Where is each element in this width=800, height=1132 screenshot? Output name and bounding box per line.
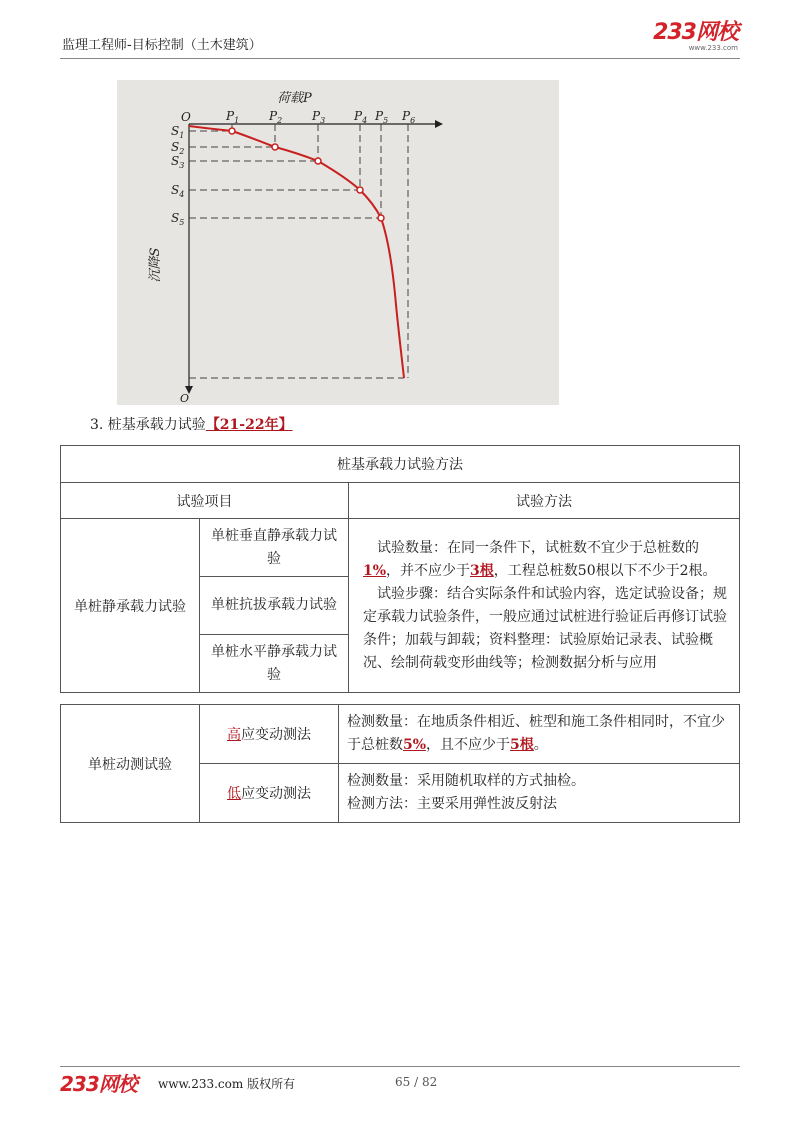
settlement-label-s1: $S_1$ (171, 124, 185, 140)
load-label-p5: $P_5$ (375, 109, 389, 125)
load-settlement-chart (117, 80, 559, 405)
curve-point-3 (315, 158, 321, 164)
exam-year-tag: 【21-22年】 (205, 417, 293, 433)
curve-point-2 (272, 144, 278, 150)
curve-point-4 (357, 187, 363, 193)
static-test-method (349, 519, 740, 693)
uplift-static-test: 单桩抗拔承载力试验 (200, 577, 349, 635)
horizontal-static-test: 单桩水平静承载力试验 (200, 635, 349, 693)
logo-url-text: www.233.com (688, 44, 738, 52)
load-axis-arrow (435, 120, 443, 128)
low-strain-method: 检测数量：采用随机取样的方式抽检。 检测方法：主要采用弹性波反射法 (339, 764, 740, 823)
page-number: 65 / 82 (395, 1075, 438, 1089)
static-test-group: 单桩静承载力试验 (61, 519, 200, 693)
logo-brand-text: 233网校 (653, 20, 738, 45)
settlement-label-s2: $S_2$ (171, 140, 185, 156)
settlement-axis-label: 沉降S (148, 247, 163, 283)
pile-capacity-test-table (60, 445, 740, 693)
load-label-p4: $P_4$ (354, 109, 368, 125)
section-heading-text: 3. 桩基承载力试验 (90, 417, 206, 433)
table-title: 桩基承载力试验方法 (61, 446, 740, 483)
static-quantity-text: 试验数量：在同一条件下，试桩数不宜少于总桩数的1%，并不应少于3根，工程总桩数50根以下不少于2根。 (363, 539, 717, 579)
document-title: 监理工程师-目标控制（土木建筑） (62, 38, 262, 53)
high-strain-test: 高应变动测法 (200, 705, 339, 764)
column-header-test-method: 试验方法 (349, 483, 740, 519)
brand-logo (653, 22, 738, 52)
curve-point-5 (378, 215, 384, 221)
dynamic-test-group: 单桩动测试验 (61, 705, 200, 823)
load-label-p3: $P_3$ (312, 109, 326, 125)
vertical-static-test: 单桩垂直静承载力试验 (200, 519, 349, 577)
load-settlement-figure (117, 80, 559, 405)
footer-logo: 233网校 (60, 1072, 137, 1096)
column-header-test-item: 试验项目 (61, 483, 349, 519)
load-axis-label: 荷载P (277, 91, 312, 106)
settlement-label-s3: $S_3$ (171, 154, 185, 170)
axis-end-origin-label: O (180, 392, 190, 405)
load-settlement-curve (189, 126, 404, 378)
dynamic-test-table (60, 704, 740, 823)
low-strain-test: 低应变动测法 (200, 764, 339, 823)
load-label-p2: $P_2$ (269, 109, 283, 125)
page-footer (60, 1066, 740, 1097)
load-label-p6: $P_6$ (402, 109, 416, 125)
settlement-label-s5: $S_5$ (171, 211, 185, 227)
settlement-label-s4: $S_4$ (171, 183, 185, 199)
page-header (60, 20, 740, 59)
origin-label: O (181, 110, 191, 124)
footer-copyright: www.233.com 版权所有 (158, 1077, 296, 1091)
section-heading (90, 414, 293, 434)
curve-point-1 (229, 128, 235, 134)
load-label-p1: $P_1$ (226, 109, 240, 125)
high-strain-method: 检测数量：在地质条件相近、桩型和施工条件相同时，不宜少于总桩数5%，且不应少于5根。 (339, 705, 740, 764)
static-steps-text: 试验步骤：结合实际条件和试验内容，选定试验设备；规定承载力试验条件，一般应通过试桩进行验证后再修订试验条件；加载与卸载；资料整理：试验原始记录表、试验概况、绘制荷载变形曲线等；检测数据分析与应用 (363, 585, 727, 671)
